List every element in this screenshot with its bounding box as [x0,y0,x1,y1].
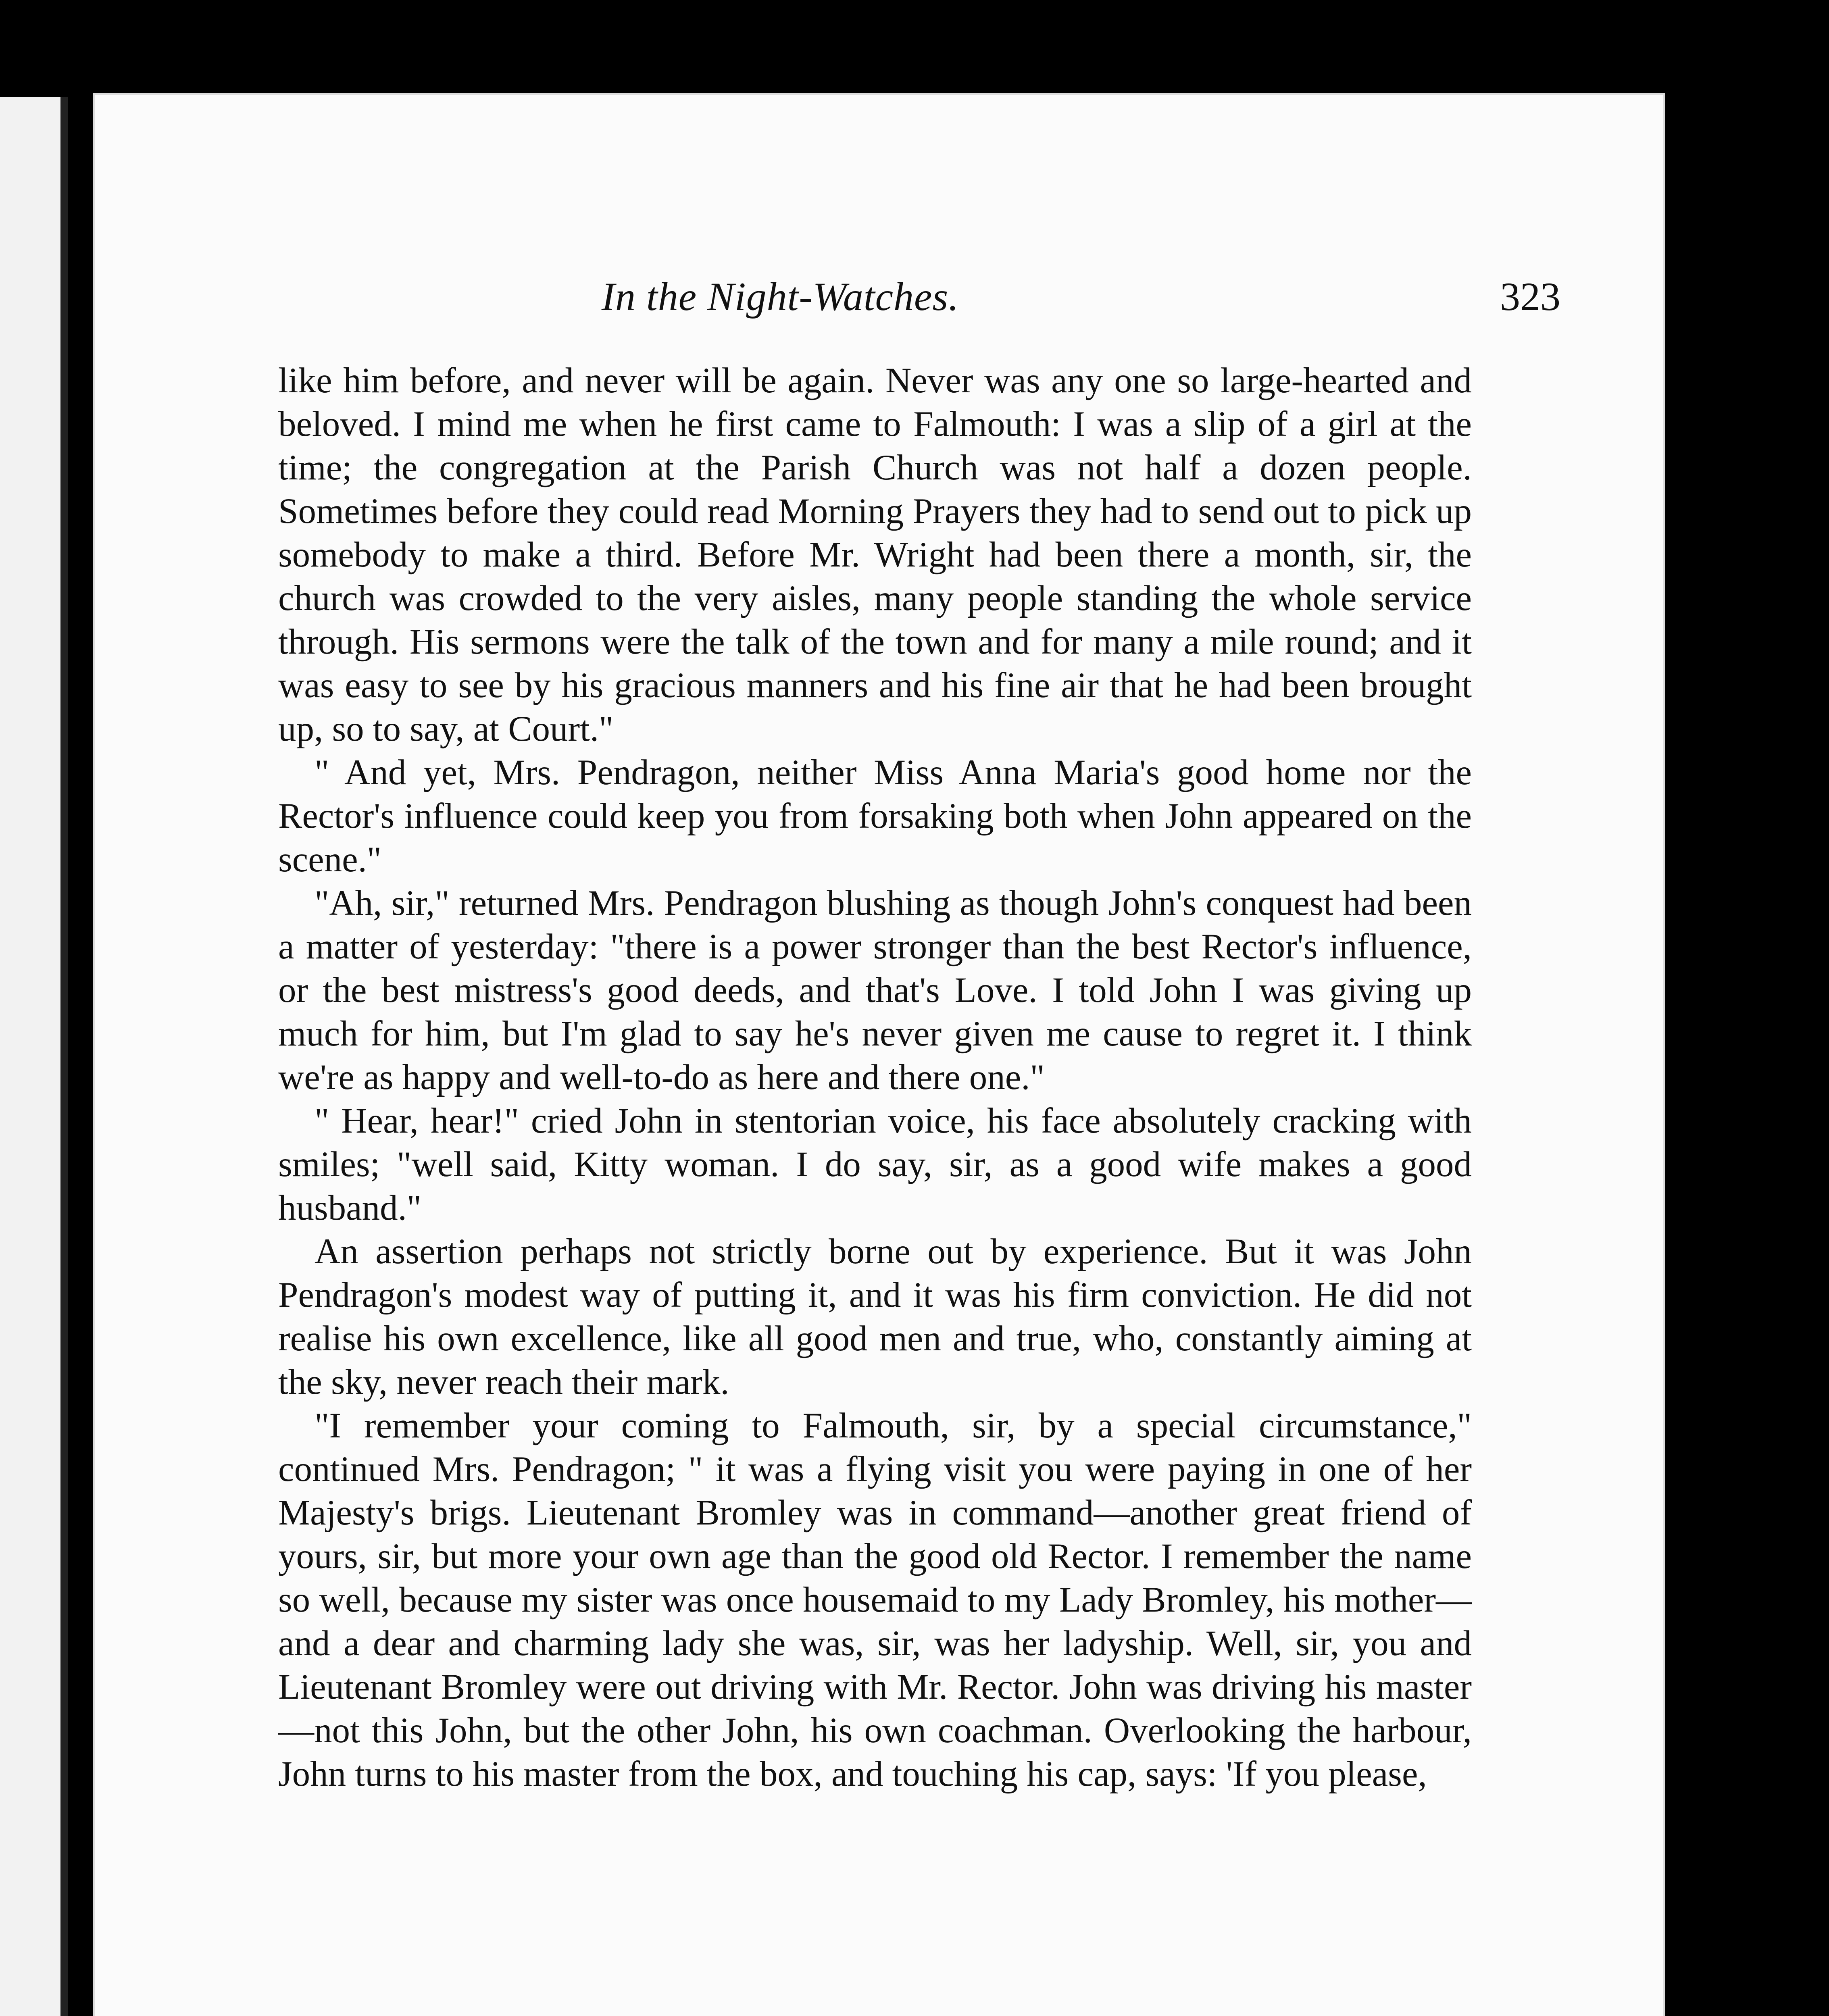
page-number: 323 [1500,274,1560,319]
facing-page-edge [0,97,68,2016]
body-text [278,359,1472,1796]
paragraph: " And yet, Mrs. Pendragon, neither Miss Anna Maria's good home nor the Rector's influence could keep you from forsaking both when John appeared on the scene." [278,753,1472,879]
paragraph: An assertion perhaps not strictly borne out by experience. But it was John Pendragon's modest way of putting it, and it was his firm conviction. He did not realise his own excellence, like all good men and true, who, constantly aiming at the sky, never reach their mark. [278,1232,1472,1402]
running-title: In the Night-Watches. [601,274,959,319]
paragraph: "I remember your coming to Falmouth, sir, by a special circumstance," continued Mrs. Pendragon; " it was a flying visit you were paying in one of her Majesty's brigs. Lieutenant Bromley was in command—another great friend of yours, sir, but more your own age than the good old Rector. I remember the name so well, because my sister was once housemaid to my Lady Bromley, his mother—and a dear and charming lady she was, sir, was her ladyship. Well, sir, you and Lieutenant Bromley were out driving with Mr. Rector. John was driving his master—not this John, but the other John, his own coachman. Overlooking the harbour, John turns to his master from the box, and touching his cap, says: 'If you please, [278,1406,1472,1794]
paragraph: " Hear, hear!" cried John in stentorian voice, his face absolutely cracking with smiles; "well said, Kitty woman. I do say, sir, as a good wife makes a good husband." [278,1101,1472,1228]
book-page [93,93,1665,2016]
paragraph: "Ah, sir," returned Mrs. Pendragon blushing as though John's conquest had been a matter of yesterday: "there is a power stronger than the best Rector's influence, or the best mistress's good deeds, and that's Love. I told John I was giving up much for him, but I'm glad to say he's never given me cause to regret it. I think we're as happy and well-to-do as here and there one." [278,883,1472,1097]
paragraph: like him before, and never will be again. Never was any one so large-hearted and beloved. I mind me when he first came to Falmouth: I was a slip of a girl at the time; the congregation at the Parish Church was not half a dozen people. Sometimes before they could read Morning Prayers they had to send out to pick up somebody to make a third. Before Mr. Wright had been there a month, sir, the church was crowded to the very aisles, many people standing the whole service through. His sermons were the talk of the town and for many a mile round; and it was easy to see by his gracious manners and his fine air that he had been brought up, so to say, at Court." [278,361,1472,749]
